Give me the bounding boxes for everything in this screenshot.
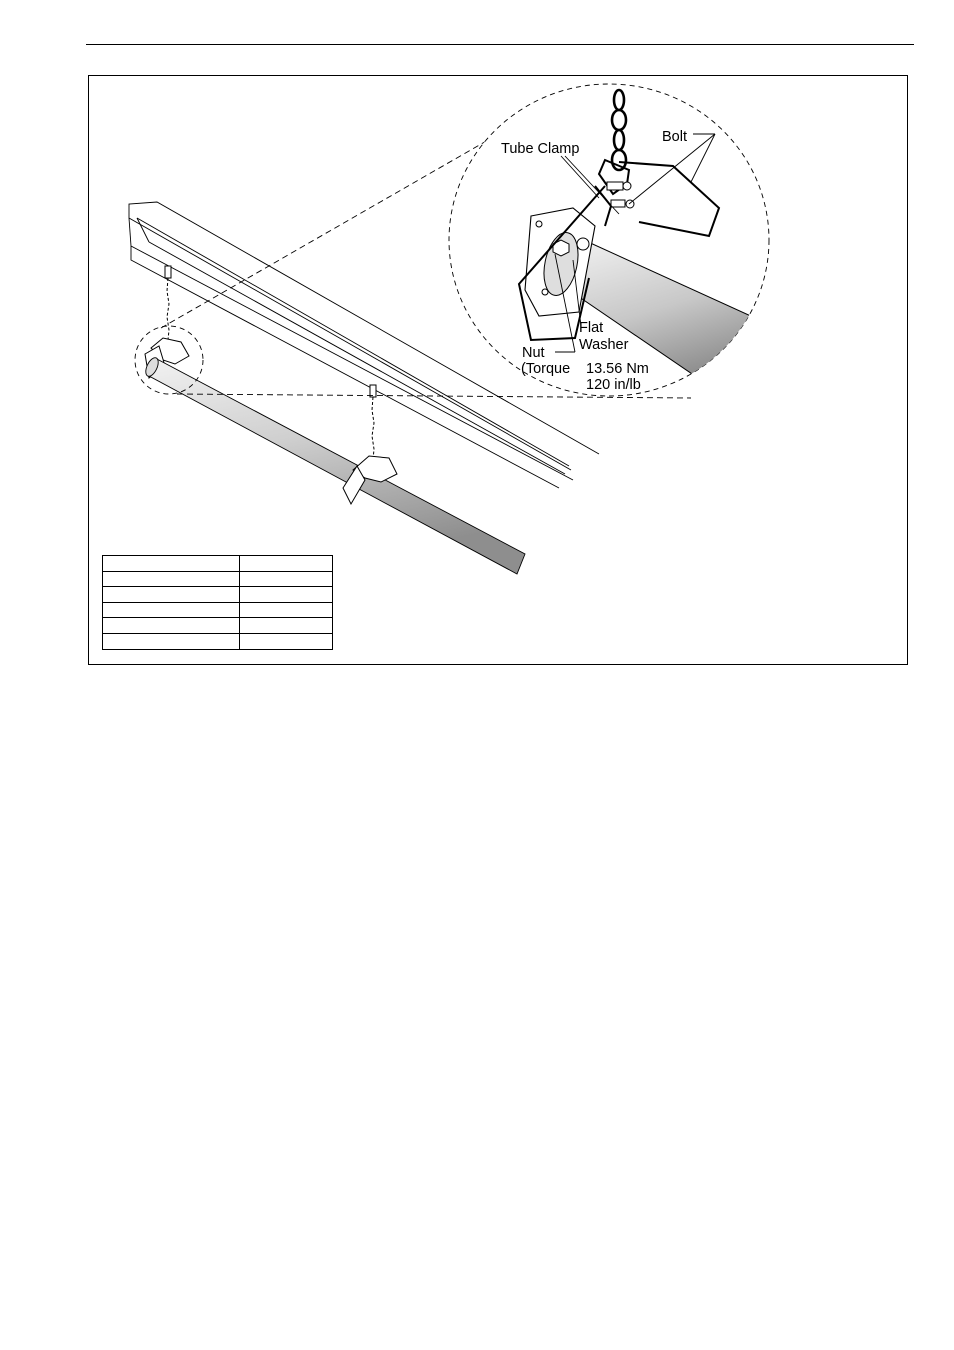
table-cell	[240, 571, 333, 587]
table-row	[103, 633, 333, 649]
table-cell	[240, 556, 333, 572]
header-rule	[86, 44, 914, 45]
tube-pipe	[143, 356, 525, 574]
table-row	[103, 618, 333, 634]
table-cell	[240, 618, 333, 634]
table-row	[103, 602, 333, 618]
label-torque: (Torque	[521, 361, 571, 377]
label-torque-inlb: 120 in/lb	[586, 377, 641, 393]
table-cell	[240, 587, 333, 603]
table-cell	[240, 602, 333, 618]
table-row	[103, 587, 333, 603]
label-torque-nm: 13.56 Nm	[586, 361, 649, 377]
table-cell	[103, 618, 240, 634]
table-cell	[103, 602, 240, 618]
table-row	[103, 571, 333, 587]
label-nut: Nut	[522, 345, 545, 361]
table-row	[103, 556, 333, 572]
table-cell	[103, 556, 240, 572]
parts-table	[102, 555, 333, 650]
table-cell	[103, 633, 240, 649]
table-cell	[103, 587, 240, 603]
label-bolt: Bolt	[662, 129, 687, 145]
label-washer: Washer	[579, 337, 629, 353]
label-tube-clamp: Tube Clamp	[501, 141, 580, 157]
table-cell	[240, 633, 333, 649]
label-flat: Flat	[579, 320, 604, 336]
table-cell	[103, 571, 240, 587]
